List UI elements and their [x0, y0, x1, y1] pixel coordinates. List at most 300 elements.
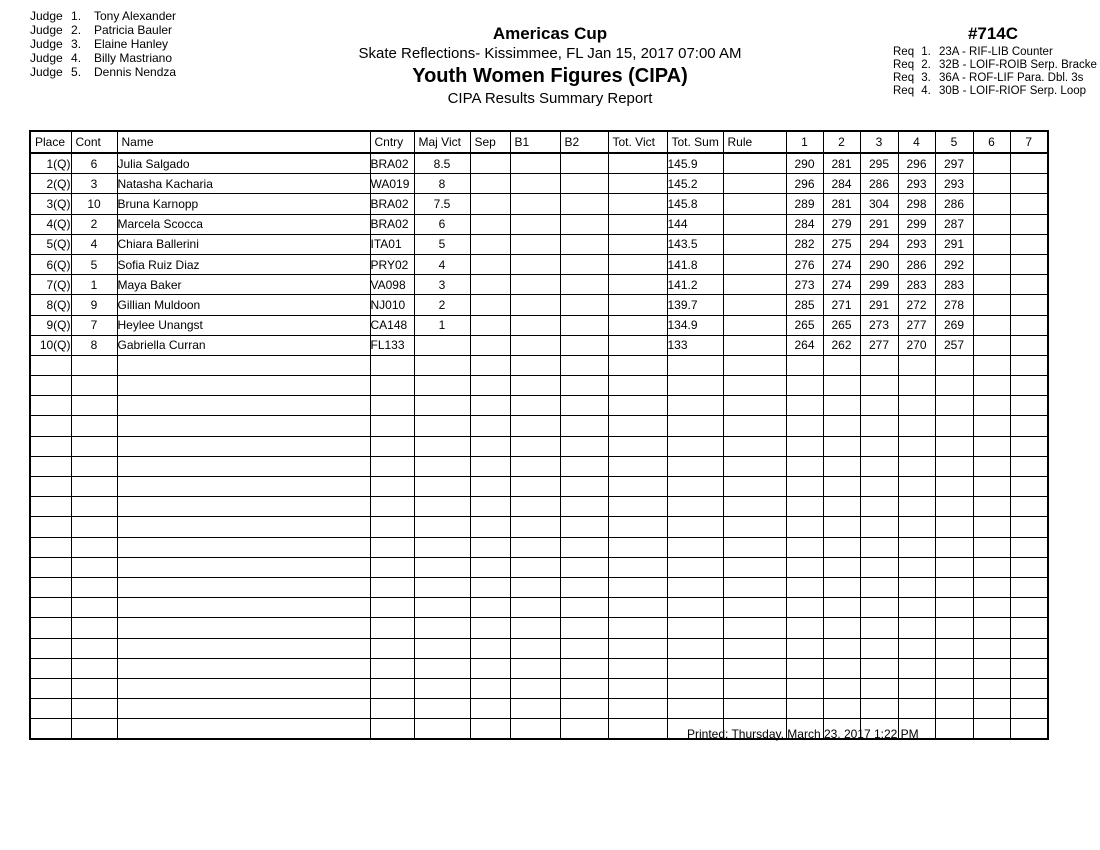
cell-j4 — [898, 517, 935, 537]
empty-row — [30, 699, 1048, 719]
empty-row — [30, 396, 1048, 416]
cell-j6 — [973, 174, 1010, 194]
cell-b1 — [510, 517, 560, 537]
cell-maj_vict: 5 — [414, 234, 470, 254]
cell-j2 — [823, 658, 860, 678]
cell-name — [117, 436, 370, 456]
cell-tot_vict — [608, 557, 667, 577]
column-header-b2: B2 — [560, 131, 608, 153]
column-header-j1: 1 — [786, 131, 823, 153]
cell-b1 — [510, 477, 560, 497]
cell-sep — [470, 396, 510, 416]
cell-place — [30, 638, 71, 658]
cell-j1 — [786, 658, 823, 678]
cell-j1 — [786, 416, 823, 436]
cell-j7 — [1010, 719, 1048, 740]
cell-b1 — [510, 396, 560, 416]
cell-j6 — [973, 477, 1010, 497]
cell-cont: 10 — [71, 194, 117, 214]
cell-b1 — [510, 153, 560, 174]
result-row — [30, 214, 1048, 234]
cell-b1 — [510, 638, 560, 658]
cell-j7 — [1010, 396, 1048, 416]
cell-sep — [470, 618, 510, 638]
empty-row — [30, 416, 1048, 436]
column-header-j4: 4 — [898, 131, 935, 153]
cell-cont — [71, 678, 117, 698]
cell-cont: 1 — [71, 275, 117, 295]
cell-j1 — [786, 557, 823, 577]
cell-j2: 271 — [823, 295, 860, 315]
requirement-label: Req 4. — [893, 85, 931, 97]
cell-j2 — [823, 456, 860, 476]
cell-place — [30, 376, 71, 396]
cell-j6 — [973, 355, 1010, 375]
cell-j1 — [786, 577, 823, 597]
cell-tot_vict — [608, 234, 667, 254]
cell-cntry — [370, 416, 414, 436]
cell-name — [117, 577, 370, 597]
cell-j5 — [935, 638, 973, 658]
cell-tot_vict — [608, 456, 667, 476]
cell-j1: 273 — [786, 275, 823, 295]
cell-j6 — [973, 396, 1010, 416]
cell-j7 — [1010, 295, 1048, 315]
cell-b1 — [510, 497, 560, 517]
cell-j3 — [860, 658, 898, 678]
cell-j6 — [973, 537, 1010, 557]
cell-b1 — [510, 537, 560, 557]
cell-j6 — [973, 638, 1010, 658]
cell-cont — [71, 658, 117, 678]
cell-maj_vict: 8.5 — [414, 153, 470, 174]
cell-b1 — [510, 598, 560, 618]
requirement-line — [893, 46, 1100, 59]
cell-rule — [723, 416, 786, 436]
cell-j2: 274 — [823, 275, 860, 295]
cell-tot_sum — [667, 598, 723, 618]
cell-j5: 257 — [935, 335, 973, 355]
cell-rule — [723, 638, 786, 658]
cell-sep — [470, 214, 510, 234]
cell-maj_vict: 4 — [414, 254, 470, 274]
cell-cont — [71, 577, 117, 597]
cell-cntry — [370, 355, 414, 375]
cell-b2 — [560, 497, 608, 517]
cell-maj_vict — [414, 396, 470, 416]
cell-j3 — [860, 638, 898, 658]
result-row — [30, 315, 1048, 335]
cell-cntry: BRA02 — [370, 194, 414, 214]
cell-maj_vict — [414, 719, 470, 740]
cell-name: Maya Baker — [117, 275, 370, 295]
empty-row — [30, 618, 1048, 638]
cell-name — [117, 517, 370, 537]
cell-j4 — [898, 355, 935, 375]
cell-b1 — [510, 275, 560, 295]
cell-maj_vict — [414, 477, 470, 497]
cell-maj_vict — [414, 335, 470, 355]
cell-rule — [723, 174, 786, 194]
cell-name — [117, 477, 370, 497]
cell-b2 — [560, 355, 608, 375]
cell-b1 — [510, 678, 560, 698]
cell-b2 — [560, 275, 608, 295]
cell-b1 — [510, 295, 560, 315]
cell-j3: 273 — [860, 315, 898, 335]
competition-title: Americas Cup — [492, 24, 608, 43]
cell-sep — [470, 355, 510, 375]
cell-sep — [470, 335, 510, 355]
cell-rule — [723, 214, 786, 234]
cell-j4 — [898, 557, 935, 577]
result-row — [30, 153, 1048, 174]
cell-tot_vict — [608, 699, 667, 719]
cell-name: Chiara Ballerini — [117, 234, 370, 254]
cell-j4 — [898, 598, 935, 618]
judge-name: Elaine Hanley — [94, 37, 169, 51]
cell-rule — [723, 658, 786, 678]
cell-b2 — [560, 174, 608, 194]
cell-j3: 286 — [860, 174, 898, 194]
cell-tot_vict — [608, 517, 667, 537]
cell-j5 — [935, 618, 973, 638]
cell-sep — [470, 719, 510, 740]
cell-sep — [470, 315, 510, 335]
cell-b2 — [560, 234, 608, 254]
cell-b2 — [560, 254, 608, 274]
cell-j3: 290 — [860, 254, 898, 274]
cell-j2 — [823, 436, 860, 456]
cell-j3 — [860, 598, 898, 618]
cell-maj_vict: 7.5 — [414, 194, 470, 214]
cell-sep — [470, 456, 510, 476]
judge-name: Dennis Nendza — [94, 65, 177, 79]
cell-cont — [71, 557, 117, 577]
requirements-list — [893, 46, 1100, 98]
cell-name: Gabriella Curran — [117, 335, 370, 355]
cell-maj_vict — [414, 598, 470, 618]
cell-j5: 297 — [935, 153, 973, 174]
cell-name — [117, 618, 370, 638]
cell-j4 — [898, 396, 935, 416]
requirement-line — [893, 59, 1100, 72]
cell-cont — [71, 456, 117, 476]
cell-place — [30, 618, 71, 638]
cell-j5 — [935, 557, 973, 577]
cell-rule — [723, 194, 786, 214]
cell-tot_vict — [608, 658, 667, 678]
cell-j7 — [1010, 658, 1048, 678]
cell-tot_vict — [608, 376, 667, 396]
cell-tot_sum — [667, 658, 723, 678]
cell-name — [117, 638, 370, 658]
cell-maj_vict — [414, 577, 470, 597]
cell-maj_vict — [414, 699, 470, 719]
cell-sep — [470, 376, 510, 396]
cell-j5: 269 — [935, 315, 973, 335]
cell-j4 — [898, 497, 935, 517]
requirement-text: 23A - RIF-LIB Counter — [939, 46, 1053, 58]
cell-cont — [71, 638, 117, 658]
cell-cntry — [370, 678, 414, 698]
cell-cntry — [370, 376, 414, 396]
cell-tot_vict — [608, 254, 667, 274]
cell-rule — [723, 315, 786, 335]
cell-j1 — [786, 497, 823, 517]
cell-sep — [470, 678, 510, 698]
cell-place: 7(Q) — [30, 275, 71, 295]
cell-b1 — [510, 234, 560, 254]
cell-cntry: BRA02 — [370, 153, 414, 174]
cell-b1 — [510, 335, 560, 355]
cell-cont — [71, 436, 117, 456]
cell-j2: 262 — [823, 335, 860, 355]
cell-j3: 294 — [860, 234, 898, 254]
cell-j2 — [823, 598, 860, 618]
cell-j5 — [935, 658, 973, 678]
column-header-j2: 2 — [823, 131, 860, 153]
cell-j1: 290 — [786, 153, 823, 174]
cell-j6 — [973, 335, 1010, 355]
cell-maj_vict — [414, 557, 470, 577]
cell-b2 — [560, 638, 608, 658]
cell-cntry: PRY02 — [370, 254, 414, 274]
cell-tot_sum: 141.2 — [667, 275, 723, 295]
cell-j5: 293 — [935, 174, 973, 194]
cell-j7 — [1010, 557, 1048, 577]
cell-sep — [470, 658, 510, 678]
cell-cntry: BRA02 — [370, 214, 414, 234]
cell-b1 — [510, 577, 560, 597]
cell-b1 — [510, 618, 560, 638]
cell-rule — [723, 153, 786, 174]
cell-j5: 286 — [935, 194, 973, 214]
event-number: #714C — [967, 24, 1019, 43]
judge-label: Judge 4. — [30, 51, 82, 65]
cell-j4: 299 — [898, 214, 935, 234]
report-type-title: CIPA Results Summary Report — [447, 90, 653, 107]
cell-j6 — [973, 557, 1010, 577]
cell-sep — [470, 254, 510, 274]
cell-maj_vict — [414, 355, 470, 375]
cell-maj_vict: 1 — [414, 315, 470, 335]
results-table — [29, 130, 1049, 740]
cell-j5 — [935, 416, 973, 436]
cell-place — [30, 537, 71, 557]
cell-j5 — [935, 598, 973, 618]
cell-j7 — [1010, 275, 1048, 295]
cell-tot_sum — [667, 638, 723, 658]
cell-tot_sum: 144 — [667, 214, 723, 234]
cell-place — [30, 396, 71, 416]
judge-label: Judge 2. — [30, 23, 82, 37]
cell-cont: 8 — [71, 335, 117, 355]
cell-maj_vict: 8 — [414, 174, 470, 194]
cell-name: Heylee Unangst — [117, 315, 370, 335]
cell-j3: 299 — [860, 275, 898, 295]
cell-b2 — [560, 537, 608, 557]
empty-row — [30, 577, 1048, 597]
cell-j4 — [898, 638, 935, 658]
cell-tot_sum — [667, 497, 723, 517]
empty-row — [30, 517, 1048, 537]
cell-tot_sum — [667, 376, 723, 396]
cell-rule — [723, 678, 786, 698]
cell-rule — [723, 436, 786, 456]
cell-j1: 282 — [786, 234, 823, 254]
cell-cont — [71, 719, 117, 740]
empty-row — [30, 638, 1048, 658]
cell-maj_vict — [414, 517, 470, 537]
cell-tot_sum — [667, 436, 723, 456]
cell-place — [30, 577, 71, 597]
cell-cntry — [370, 638, 414, 658]
cell-j7 — [1010, 174, 1048, 194]
cell-j2: 281 — [823, 194, 860, 214]
cell-sep — [470, 416, 510, 436]
cell-b1 — [510, 436, 560, 456]
cell-name — [117, 678, 370, 698]
cell-b1 — [510, 315, 560, 335]
cell-j1 — [786, 456, 823, 476]
cell-sep — [470, 477, 510, 497]
cell-j7 — [1010, 517, 1048, 537]
cell-j7 — [1010, 355, 1048, 375]
cell-cntry: NJ010 — [370, 295, 414, 315]
cell-j7 — [1010, 456, 1048, 476]
cell-name: Gillian Muldoon — [117, 295, 370, 315]
cell-cntry — [370, 658, 414, 678]
empty-row — [30, 598, 1048, 618]
cell-j4 — [898, 436, 935, 456]
cell-name — [117, 396, 370, 416]
cell-cntry: ITA01 — [370, 234, 414, 254]
cell-place — [30, 416, 71, 436]
cell-place — [30, 355, 71, 375]
column-header-j7: 7 — [1010, 131, 1048, 153]
cell-j5: 291 — [935, 234, 973, 254]
cell-j6 — [973, 658, 1010, 678]
cell-rule — [723, 295, 786, 315]
cell-j7 — [1010, 618, 1048, 638]
cell-j3 — [860, 416, 898, 436]
judge-name: Billy Mastriano — [94, 51, 173, 65]
cell-maj_vict — [414, 436, 470, 456]
cell-sep — [470, 275, 510, 295]
cell-place — [30, 497, 71, 517]
cell-cntry — [370, 537, 414, 557]
empty-row — [30, 436, 1048, 456]
cell-tot_sum: 139.7 — [667, 295, 723, 315]
cell-b1 — [510, 376, 560, 396]
cell-j3 — [860, 517, 898, 537]
cell-sep — [470, 497, 510, 517]
cell-sep — [470, 153, 510, 174]
cell-j3 — [860, 436, 898, 456]
column-header-name: Name — [117, 131, 370, 153]
cell-tot_vict — [608, 335, 667, 355]
cell-j1 — [786, 355, 823, 375]
cell-sep — [470, 537, 510, 557]
cell-name: Marcela Scocca — [117, 214, 370, 234]
cell-maj_vict — [414, 456, 470, 476]
event-number-block — [893, 24, 1100, 98]
cell-cont: 6 — [71, 153, 117, 174]
cell-j2: 284 — [823, 174, 860, 194]
cell-b2 — [560, 315, 608, 335]
cell-rule — [723, 557, 786, 577]
cell-tot_vict — [608, 719, 667, 740]
cell-j6 — [973, 699, 1010, 719]
cell-j4 — [898, 376, 935, 396]
cell-cntry — [370, 517, 414, 537]
cell-tot_vict — [608, 577, 667, 597]
cell-j5 — [935, 497, 973, 517]
printed-footer: Printed: Thursday, March 23, 2017 1:22 PM — [687, 727, 919, 741]
column-header-b1: B1 — [510, 131, 560, 153]
cell-rule — [723, 699, 786, 719]
cell-j7 — [1010, 254, 1048, 274]
cell-cntry — [370, 396, 414, 416]
cell-j6 — [973, 497, 1010, 517]
cell-j2 — [823, 699, 860, 719]
cell-cntry — [370, 477, 414, 497]
column-header-tot_vict: Tot. Vict — [608, 131, 667, 153]
result-row — [30, 295, 1048, 315]
cell-j3 — [860, 376, 898, 396]
cell-name — [117, 557, 370, 577]
judge-label: Judge 1. — [30, 9, 82, 23]
cell-rule — [723, 517, 786, 537]
cell-b1 — [510, 416, 560, 436]
cell-j4: 293 — [898, 174, 935, 194]
cell-j2 — [823, 557, 860, 577]
cell-cont — [71, 618, 117, 638]
requirement-label: Req 1. — [893, 46, 931, 58]
cell-b2 — [560, 214, 608, 234]
cell-j7 — [1010, 699, 1048, 719]
cell-j6 — [973, 618, 1010, 638]
cell-j4 — [898, 477, 935, 497]
cell-j5: 287 — [935, 214, 973, 234]
cell-tot_sum — [667, 456, 723, 476]
cell-j3: 295 — [860, 153, 898, 174]
result-row — [30, 335, 1048, 355]
event-title: Youth Women Figures (CIPA) — [412, 65, 688, 87]
cell-cont: 5 — [71, 254, 117, 274]
cell-cont: 2 — [71, 214, 117, 234]
cell-j2 — [823, 537, 860, 557]
cell-j5: 278 — [935, 295, 973, 315]
cell-tot_sum: 133 — [667, 335, 723, 355]
cell-j2 — [823, 376, 860, 396]
cell-b2 — [560, 416, 608, 436]
column-header-rule: Rule — [723, 131, 786, 153]
cell-cntry: FL133 — [370, 335, 414, 355]
cell-j2: 279 — [823, 214, 860, 234]
cell-cntry: CA148 — [370, 315, 414, 335]
cell-j7 — [1010, 436, 1048, 456]
result-row — [30, 254, 1048, 274]
cell-cont — [71, 699, 117, 719]
cell-j2 — [823, 517, 860, 537]
cell-j2 — [823, 618, 860, 638]
cell-j6 — [973, 598, 1010, 618]
cell-maj_vict: 3 — [414, 275, 470, 295]
cell-j6 — [973, 678, 1010, 698]
cell-j3: 277 — [860, 335, 898, 355]
